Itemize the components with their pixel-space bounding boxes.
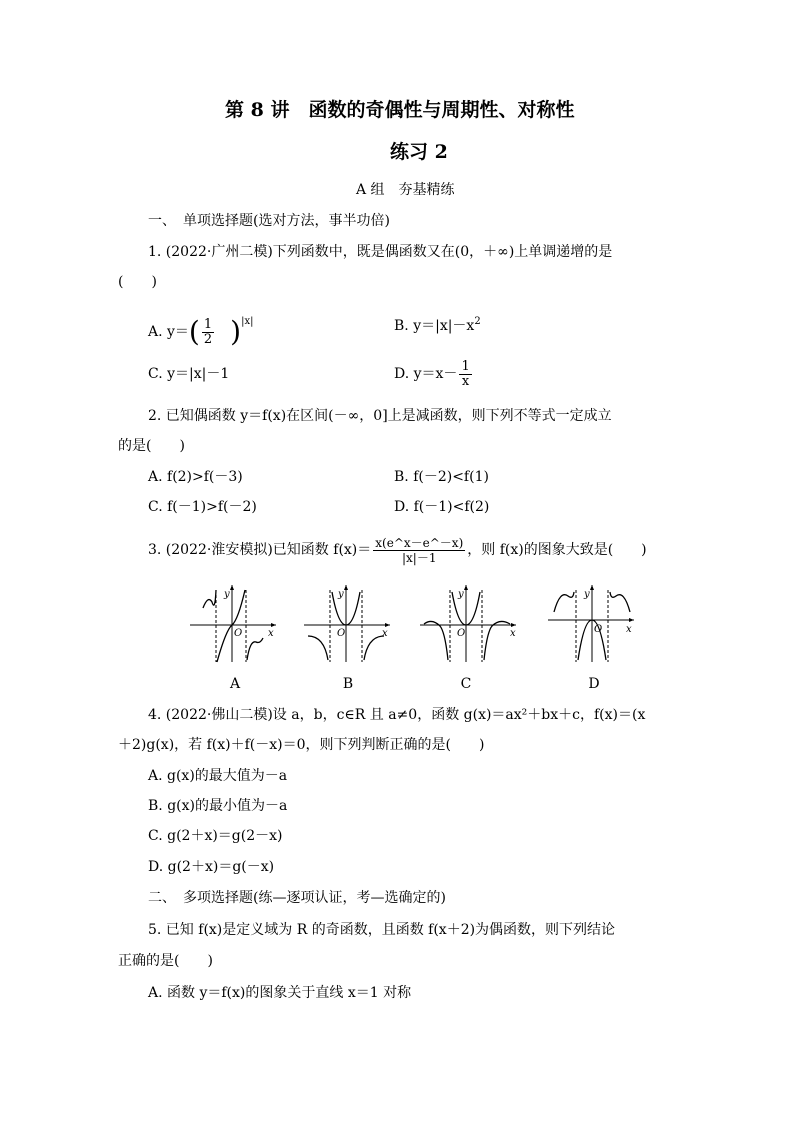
q3-graph-c[interactable] [418, 580, 520, 665]
q4-option-c[interactable]: C. g(2＋x)＝g(2－x) [148, 828, 283, 844]
q1-option-a[interactable]: A. y＝( $\frac{1}{2}$ )$^{|x|}$ [148, 315, 254, 348]
q1-option-a-text: A. y＝ [148, 324, 189, 340]
svg-text:x: x [382, 628, 388, 639]
group-heading: A 组 夯基精练 [356, 182, 455, 198]
q2-option-d[interactable]: D. f(－1)<f(2) [394, 499, 490, 515]
q4-stem-line2: ＋2)g(x)，若 f(x)＋f(－x)＝0，则下列判断正确的是( ) [118, 737, 485, 753]
svg-text:x: x [268, 628, 274, 639]
svg-text:O: O [457, 628, 466, 639]
svg-text:y: y [458, 589, 464, 600]
q3-label-b: B [342, 676, 354, 692]
q4-option-d[interactable]: D. g(2＋x)＝g(－x) [148, 859, 275, 875]
q2-option-c[interactable]: C. f(－1)>f(－2) [148, 499, 257, 515]
q2-stem-line1: 2. 已知偶函数 y＝f(x)在区间(－∞，0]上是减函数，则下列不等式一定成立 [148, 408, 612, 424]
q2-option-b[interactable]: B. f(－2)<f(1) [394, 469, 489, 485]
page-title: 第 8 讲 函数的奇偶性与周期性、对称性 [225, 99, 575, 121]
q3-graph-d[interactable] [546, 580, 638, 665]
q5-stem-line1: 5. 已知 f(x)是定义域为 R 的奇函数，且函数 f(x＋2)为偶函数，则下列结论 [148, 922, 616, 938]
q2-option-a[interactable]: A. f(2)>f(－3) [148, 469, 243, 485]
q1-option-a-fraction: $\frac{1}{2}$ [203, 316, 213, 347]
svg-text:x: x [510, 628, 516, 639]
q5-option-a[interactable]: A. 函数 y＝f(x)的图象关于直线 x＝1 对称 [148, 985, 412, 1001]
q1-stem-line2: ( ) [118, 274, 157, 290]
q1-option-d[interactable]: D. y＝x－ $\frac{1}{x}$ [394, 358, 470, 389]
svg-text:O: O [234, 628, 243, 639]
section-1-heading: 一、 单项选择题(选对方法，事半功倍) [148, 213, 390, 229]
q2-stem-line2: 的是( ) [118, 438, 185, 454]
q3-stem: 3. (2022·淮安模拟)已知函数 f(x)＝ $\frac{x(e\^{}x-e\^{}-x)}{|x|-1}$ ，则 f(x)的图象大致是( ) [148, 535, 647, 565]
q3-graph-a[interactable] [188, 580, 280, 665]
q1-stem-line1: 1. (2022·广州二模)下列函数中，既是偶函数又在(0，＋∞)上单调递增的是 [148, 244, 613, 260]
section-2-heading: 二、 多项选择题(练—逐项认证，考—选确定的) [148, 890, 446, 906]
svg-text:y: y [224, 589, 230, 600]
q3-label-c: C [460, 676, 472, 692]
svg-text:O: O [594, 624, 603, 635]
q3-graph-b[interactable] [302, 580, 394, 665]
svg-text:y: y [584, 589, 590, 600]
q5-stem-line2: 正确的是( ) [118, 953, 213, 969]
q3-label-d: D [588, 676, 600, 692]
svg-text:x: x [626, 624, 632, 635]
q3-label-a: A [229, 676, 241, 692]
svg-text:O: O [337, 628, 346, 639]
svg-text:y: y [338, 589, 344, 600]
q4-option-b[interactable]: B. g(x)的最小值为－a [148, 798, 288, 814]
q4-option-a[interactable]: A. g(x)的最大值为－a [148, 768, 288, 784]
q4-stem-line1: 4. (2022·佛山二模)设 a，b，c∈R 且 a≠0，函数 g(x)＝ax²＋bx＋c，f(x)＝(x [148, 707, 646, 723]
q1-option-b[interactable]: B. $y=|x|-x^2$ [394, 316, 481, 334]
page-subtitle: 练习 2 [390, 141, 448, 163]
q1-option-c[interactable]: C. y＝|x|－1 [148, 366, 230, 382]
q1-option-a-exponent: |x| [241, 316, 254, 327]
